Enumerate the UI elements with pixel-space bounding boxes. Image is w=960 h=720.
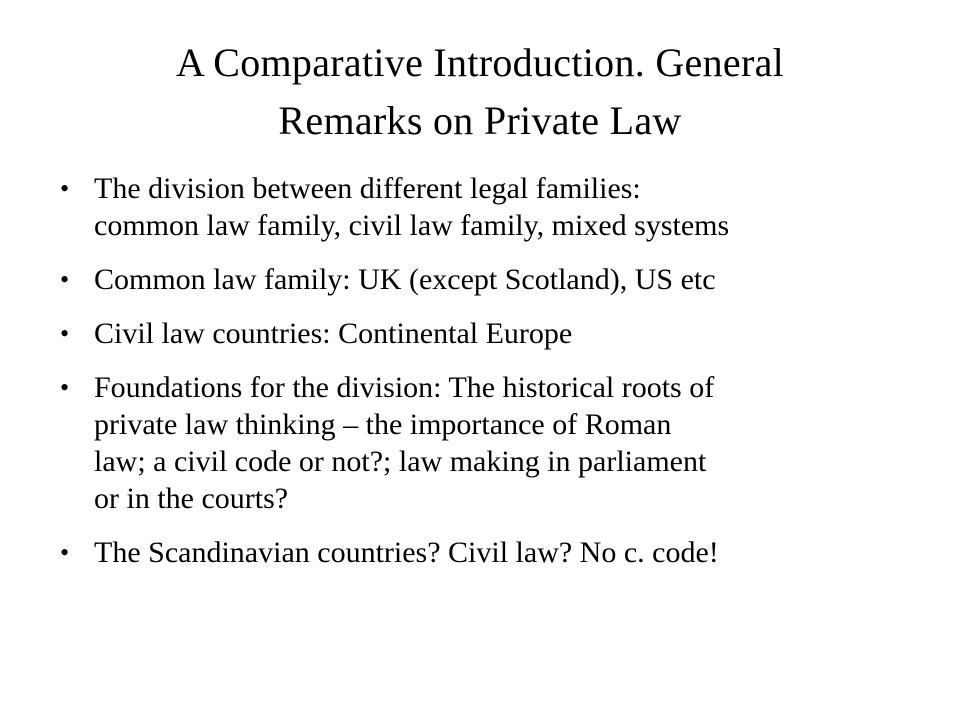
bullet-list <box>58 170 918 588</box>
bullet-item-scandinavian <box>58 534 918 571</box>
bullet-item-civil-law <box>58 315 918 352</box>
bullet-text-line: common law family, civil law family, mixed systems <box>94 209 730 242</box>
bullet-icon: • <box>60 265 70 294</box>
bullet-item-foundations <box>58 369 918 517</box>
title-line-1: A Comparative Introduction. General <box>175 40 785 85</box>
bullet-text-line: law; a civil code or not?; law making in parliament <box>94 445 707 478</box>
bullet-icon: • <box>60 538 70 567</box>
bullet-item-common-law <box>58 261 918 298</box>
bullet-item-legal-families <box>58 170 918 244</box>
bullet-text-line: private law thinking – the importance of Roman <box>94 408 672 441</box>
bullet-text-line: Civil law countries: Continental Europe <box>94 317 573 350</box>
slide-title <box>80 34 880 150</box>
bullet-text-line: Common law family: UK (except Scotland), US etc <box>94 263 716 296</box>
bullet-text-line: The Scandinavian countries? Civil law? No c. code! <box>94 536 719 569</box>
bullet-text-line: or in the courts? <box>94 482 289 515</box>
title-line-2: Remarks on Private Law <box>278 98 682 143</box>
bullet-text-line: Foundations for the division: The historical roots of <box>94 371 715 404</box>
bullet-icon: • <box>60 174 70 203</box>
bullet-icon: • <box>60 373 70 402</box>
bullet-icon: • <box>60 319 70 348</box>
bullet-text-line: The division between different legal families: <box>94 172 641 205</box>
